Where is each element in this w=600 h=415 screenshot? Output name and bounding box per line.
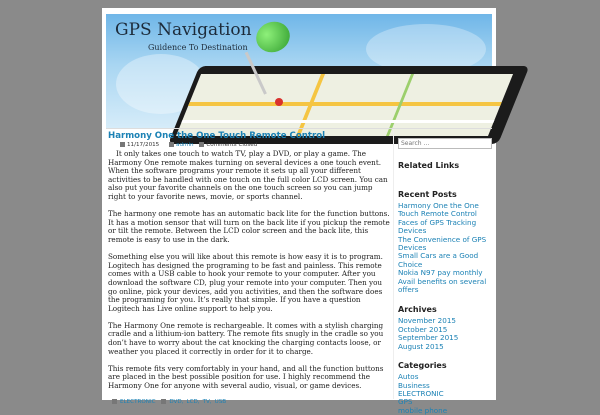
comment-icon [199, 142, 204, 147]
archives-widget [398, 305, 493, 351]
column-divider [393, 129, 394, 399]
post-author-link[interactable]: admin [176, 142, 194, 148]
calendar-icon [120, 142, 125, 147]
post-tag-link[interactable]: LCD, [186, 399, 200, 406]
page-container [102, 8, 496, 415]
pushpin-icon [252, 17, 294, 57]
archive-link[interactable]: August 2015 [398, 341, 444, 351]
search-input[interactable] [398, 138, 492, 149]
post-article [106, 129, 392, 405]
widget-title: Related Links [398, 161, 460, 170]
recent-post-link[interactable]: Harmony One the One [398, 201, 479, 210]
site-description: Guidence To Destination [148, 43, 248, 52]
post-date: 11/17/2015 [127, 142, 160, 148]
recent-post-link[interactable]: offers [398, 285, 419, 295]
category-link[interactable]: ELECTRONIC [398, 388, 444, 398]
widget-title: Categories [398, 361, 447, 371]
tag-icon [161, 399, 166, 404]
sidebar [398, 130, 493, 415]
recent-post-link[interactable]: Nokia N97 pay monthly [398, 268, 483, 278]
recent-posts-widget [398, 190, 493, 294]
user-icon [169, 142, 174, 147]
widget-title: Archives [398, 305, 437, 315]
post-footer [106, 399, 392, 405]
recent-post-link[interactable]: Choice [398, 259, 423, 269]
post-paragraph: It only takes one touch to watch TV, play a DVD, or play a game. The Harmony One remote makes turning on several devices a one touch event. When the software programs your remote it sets up all your different activities to be handled with one touch on the full color LCD screen. You can also put your favorite channels on the one touch screen so you can jump right to your favorite news, movie, or sports channel. [108, 149, 388, 201]
post-paragraph: Something else you will like about this remote is how easy it is to program. Logitech has designed the programing to be fast and painless. This remote comes with a USB cable to hook your remote to your computer. After you download the software CD, plug your remote into your computer. Then you go online, pick your devices, add you activities, and then the software does the programing for you. It’s really that simple. If you have a question Logitech has Live online support to help you. [108, 252, 383, 313]
post-paragraph: This remote fits very comfortably in your hand, and all the function buttons are placed in the best possible position for use. I highly recommend the Harmony One for anyone with several audio, visual, or game devices. [108, 363, 384, 391]
recent-post-link[interactable]: The Convenience of GPS [398, 234, 487, 244]
recent-post-link[interactable]: Small Cars are a Good [398, 251, 479, 261]
archive-link[interactable]: November 2015 [398, 316, 456, 326]
recent-post-link[interactable]: Devices [398, 226, 427, 236]
folder-icon [112, 399, 117, 404]
post-comments-status: Comments Closed [206, 142, 258, 148]
post-tag-link[interactable]: USB [214, 399, 227, 406]
post-content [106, 150, 392, 391]
recent-post-link[interactable]: Faces of GPS Tracking [398, 217, 477, 227]
category-link[interactable]: mobile phone [398, 405, 448, 415]
archive-link[interactable]: October 2015 [398, 324, 448, 334]
category-link[interactable]: Autos [398, 372, 419, 382]
post-paragraph: The harmony one remote has an automatic back lite for the function buttons. It has a motion sensor that will turn on the back lite if you pickup the remote or tilt the remote. Between the LCD color screen and the back lite, this remote is easy to use in the dark. [108, 209, 390, 244]
post-paragraph: The Harmony One remote is rechargeable. It comes with a stylish charging cradle and a lithium-ion battery. The remote fits snugly in the cradle so you don’t have to worry about the cat knocking the charging contacts loose, or weather you placed it correctly in order for it to charge. [108, 320, 384, 356]
post-category-link[interactable]: ELECTRONIC [120, 399, 156, 406]
categories-widget [398, 361, 493, 415]
post-tag-link[interactable]: DVD, [169, 399, 184, 406]
gps-map-screen [176, 74, 513, 136]
recent-post-link[interactable]: Devices [398, 243, 427, 253]
map-street [181, 120, 494, 123]
archive-link[interactable]: September 2015 [398, 333, 459, 343]
site-header-banner [106, 14, 492, 128]
post-title-link[interactable]: Harmony One the One Touch Remote Control [108, 131, 326, 141]
related-links-widget [398, 161, 493, 170]
post-tag-link[interactable]: TV, [202, 399, 212, 406]
recent-post-link[interactable]: Avail benefits on several [398, 276, 487, 286]
site-title[interactable]: GPS Navigation [115, 20, 252, 40]
location-dot [275, 98, 283, 106]
map-road [188, 102, 502, 106]
category-link[interactable]: Business [398, 380, 430, 390]
category-link[interactable]: GPS [398, 397, 413, 407]
recent-post-link[interactable]: Touch Remote Control [398, 209, 477, 219]
widget-title: Recent Posts [398, 190, 457, 199]
